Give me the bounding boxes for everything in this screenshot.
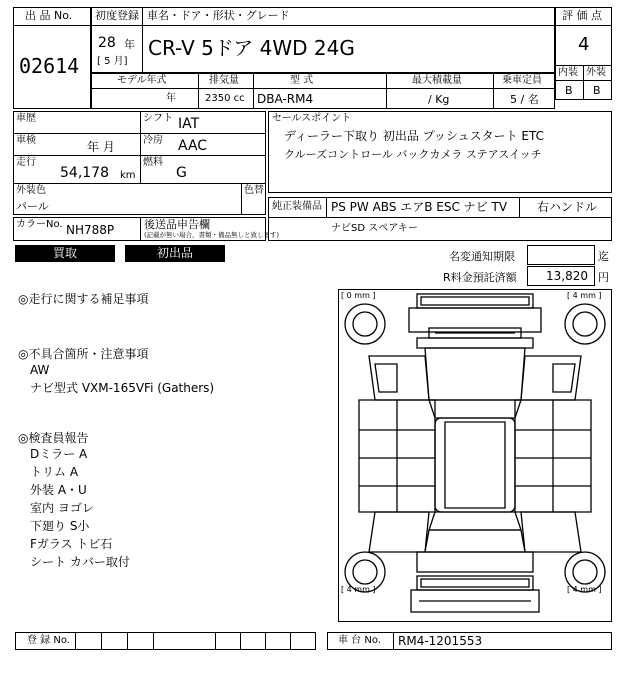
sales-points-line2: クルーズコントロール バックカメラ ステアスイッチ [284, 148, 542, 161]
rear-window [429, 512, 521, 530]
roof [435, 418, 515, 512]
first-reg-year-unit: 年 [124, 38, 135, 51]
buy-tag: 買取 [15, 245, 115, 262]
capacity-label: 乗車定員 [502, 75, 542, 86]
left-front-fender [369, 356, 429, 400]
tire-depth-rear-left: [ 4 mm ] [341, 585, 376, 594]
interior-score: B [565, 84, 573, 97]
aftermarket-value: ナビSD スペアキー [331, 223, 418, 234]
score-value: 4 [578, 34, 590, 55]
inspector-line: 室内 ヨゴレ [30, 501, 94, 515]
history-label: 車歴 [16, 113, 36, 124]
equipment-label: 純正装備品 [272, 201, 322, 212]
driving-notes-title: ◎走行に関する補足事項 [18, 292, 149, 306]
color-no-label: カラーNo. [16, 219, 63, 230]
chassis-number: RM4-1201553 [398, 634, 483, 648]
exterior-score: B [593, 84, 601, 97]
hatch [425, 530, 525, 552]
inspector-line: シート カバー取付 [30, 555, 130, 569]
sales-points-label: セールスポイント [272, 113, 352, 124]
car-name: CR-V 5ドア 4WD 24G [148, 36, 355, 60]
inspector-line: Dミラー A [30, 447, 88, 461]
rear-bumper [417, 576, 533, 590]
defect-line: ナビ型式 VXM-165VFi (Gathers) [30, 381, 215, 395]
car-diagram-frame [338, 289, 612, 622]
right-rear-fender [521, 512, 581, 552]
tire-front-left [345, 304, 385, 344]
equipment-items: PS PW ABS エアB ESC ナビ TV [331, 200, 508, 214]
fuel-label: 燃料 [143, 157, 163, 168]
type-label: 型 式 [290, 75, 314, 86]
tire-depth-rear-right: [ 4 mm ] [567, 585, 602, 594]
recycle-label: R料金預託済額 [443, 271, 517, 284]
tire-depth-front-right: [ 4 mm ] [567, 291, 602, 300]
aftermarket-label: 後送品申告欄 [144, 218, 210, 231]
inspector-line: トリム A [30, 465, 79, 479]
type: DBA-RM4 [257, 92, 314, 106]
fuel: G [176, 165, 187, 181]
first-reg-year: 28 [98, 35, 116, 51]
inspector-line: Fガラス トビ石 [30, 537, 113, 551]
inspector-line: 下廻り S小 [30, 519, 90, 533]
windshield [429, 400, 521, 418]
front-bumper [417, 294, 533, 308]
mileage: 54,178 [60, 165, 109, 181]
model-year-label: モデル年式 [117, 75, 167, 86]
name-change-unit: 迄 [598, 250, 609, 263]
shift-label: シフト [143, 113, 173, 124]
inspector-line: 外装 A・U [30, 483, 87, 497]
displacement-label: 排気量 [209, 75, 239, 86]
color-no: NH788P [66, 223, 115, 237]
lot-number: 02614 [19, 54, 80, 78]
defect-notes-title: ◎不具合箇所・注意事項 [18, 347, 149, 361]
exterior-label: 外装 [586, 67, 606, 78]
model-year-unit: 年 [166, 93, 176, 104]
car-name-label: 車名・ドア・形状・グレード [147, 9, 290, 22]
first-listing-tag: 初出品 [125, 245, 225, 262]
mileage-unit: km [120, 170, 136, 181]
tire-depth-front-left: [ 0 mm ] [341, 291, 376, 300]
name-change-value [527, 245, 595, 265]
recycle-value: 13,820 [546, 269, 588, 283]
inspection-label: 車検 [16, 135, 36, 146]
first-reg-label: 初度登録 [95, 9, 139, 22]
mileage-label: 走行 [16, 157, 36, 168]
first-reg-month: [ 5 月] [97, 56, 128, 67]
max-load: / Kg [428, 93, 450, 106]
name-change-label: 名変通知期限 [449, 250, 515, 263]
left-rear-fender [369, 512, 429, 552]
aftermarket-note: (記載が無い場合、書類・備品無しと致します) [144, 231, 280, 239]
right-front-fender [521, 356, 581, 400]
capacity: 5 / 名 [510, 93, 539, 106]
shift: IAT [178, 116, 200, 132]
car-diagram [339, 290, 611, 621]
registration-label: 登 録 No. [27, 635, 70, 646]
ac: AAC [178, 138, 208, 154]
displacement: 2350 cc [205, 93, 245, 104]
sales-points-line1: ディーラー下取り 初出品 プッシュスタート ETC [284, 129, 544, 143]
hood [425, 348, 525, 400]
inspector-notes-title: ◎検査員報告 [18, 431, 89, 445]
ac-label: 冷房 [143, 135, 163, 146]
color-label: 外装色 [16, 185, 46, 196]
lot-label: 出 品 No. [25, 9, 73, 22]
max-load-label: 最大積載量 [412, 75, 462, 86]
chassis-label: 車 台 No. [338, 635, 381, 646]
color: パール [16, 200, 49, 213]
repaint-label: 色替 [244, 185, 264, 196]
interior-label: 内装 [558, 67, 578, 78]
tire-front-right [565, 304, 605, 344]
recycle-unit: 円 [598, 271, 609, 284]
handle-position: 右ハンドル [537, 200, 598, 214]
score-label: 評 価 点 [562, 9, 602, 22]
defect-line: AW [30, 363, 50, 377]
inspection: 年 月 [87, 140, 115, 154]
